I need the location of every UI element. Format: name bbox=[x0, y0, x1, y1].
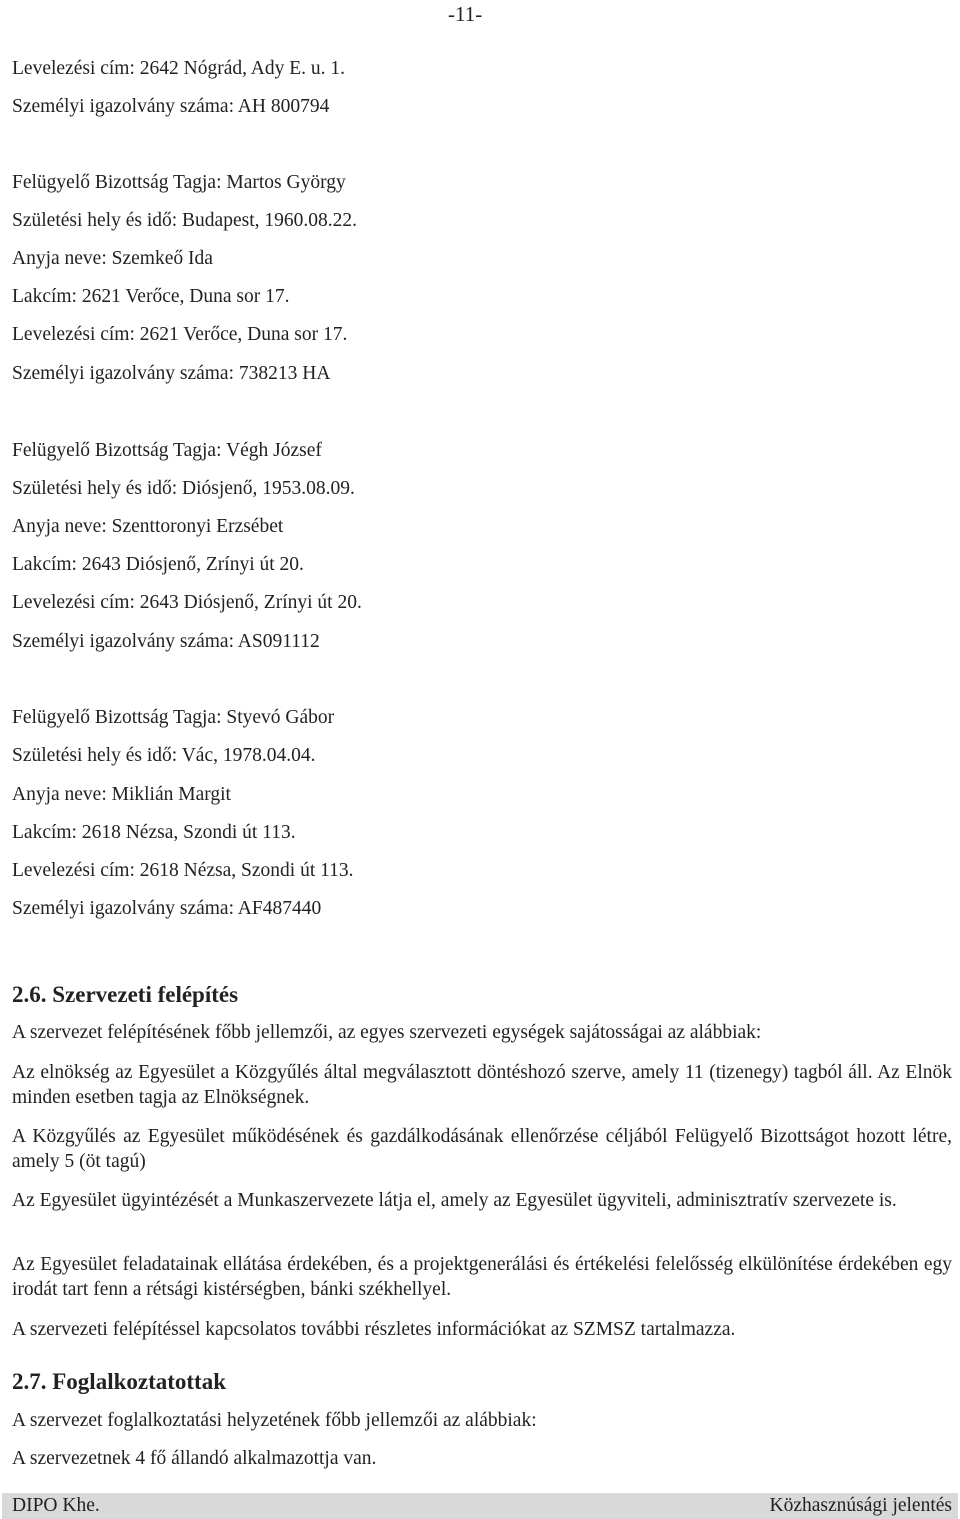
text-line: Anyja neve: Szemkeő Ida bbox=[12, 248, 213, 269]
text-line: Anyja neve: Szenttoronyi Erzsébet bbox=[12, 516, 284, 537]
member-title: Felügyelő Bizottság Tagja: Styevó Gábor bbox=[12, 707, 335, 728]
paragraph: A szervezet felépítésének főbb jellemzői, az egyes szervezeti egységek sajátosságai az alábbiak: bbox=[12, 1022, 762, 1043]
paragraph: Az Egyesület feladatainak ellátása érdekében, és a projektgenerálási és értékelési felelősség elkülönítése érdekében egy irodát tart fenn a rétsági kistérségben, bánki székhellyel. bbox=[12, 1254, 952, 1300]
paragraph: A szervezetnek 4 fő állandó alkalmazottja van. bbox=[12, 1448, 377, 1469]
text-line: Lakcím: 2621 Verőce, Duna sor 17. bbox=[12, 286, 290, 307]
section-heading: 2.6. Szervezeti felépítés bbox=[12, 982, 239, 1007]
text-line: Lakcím: 2618 Nézsa, Szondi út 113. bbox=[12, 822, 296, 843]
section-heading: 2.7. Foglalkoztatottak bbox=[12, 1369, 227, 1394]
paragraph: A szervezet foglalkoztatási helyzetének főbb jellemzői az alábbiak: bbox=[12, 1410, 537, 1431]
text-line: Lakcím: 2643 Diósjenő, Zrínyi út 20. bbox=[12, 554, 304, 575]
paragraph: A szervezeti felépítéssel kapcsolatos további részletes információkat az SZMSZ tartalmazza. bbox=[12, 1319, 736, 1340]
text-line: Levelezési cím: 2618 Nézsa, Szondi út 113. bbox=[12, 860, 354, 881]
paragraph: A Közgyűlés az Egyesület működésének és gazdálkodásának ellenőrzése céljából Felügyelő Bizottságot hozott létre, amely 5 (öt tagú) bbox=[12, 1126, 952, 1172]
text-line: Személyi igazolvány száma: AF487440 bbox=[12, 898, 322, 919]
text-line: Levelezési cím: 2642 Nógrád, Ady E. u. 1. bbox=[12, 58, 346, 79]
paragraph: Az Egyesület ügyintézését a Munkaszervezete látja el, amely az Egyesület ügyviteli, adminisztratív szervezete is. bbox=[12, 1190, 897, 1211]
text-line: Anyja neve: Miklián Margit bbox=[12, 784, 231, 805]
text-line: Személyi igazolvány száma: AS091112 bbox=[12, 631, 320, 652]
text-line: Személyi igazolvány száma: 738213 HA bbox=[12, 363, 331, 384]
page-number: -11- bbox=[448, 2, 483, 26]
member-title: Felügyelő Bizottság Tagja: Végh József bbox=[12, 440, 322, 461]
paragraph: Az elnökség az Egyesület a Közgyűlés által megválasztott döntéshozó szerve, amely 11 (tizenegy) tagból áll. Az Elnök minden esetben tagja az Elnökségnek. bbox=[12, 1062, 952, 1108]
page-footer bbox=[2, 1493, 958, 1519]
text-line: Születési hely és idő: Vác, 1978.04.04. bbox=[12, 745, 316, 766]
text-line: Születési hely és idő: Diósjenő, 1953.08.09. bbox=[12, 478, 355, 499]
text-line: Levelezési cím: 2643 Diósjenő, Zrínyi út 20. bbox=[12, 592, 362, 613]
footer-organization: DIPO Khe. bbox=[12, 1495, 100, 1516]
text-line: Személyi igazolvány száma: AH 800794 bbox=[12, 96, 330, 117]
text-line: Születési hely és idő: Budapest, 1960.08.22. bbox=[12, 210, 358, 231]
member-title: Felügyelő Bizottság Tagja: Martos György bbox=[12, 172, 346, 193]
text-line: Levelezési cím: 2621 Verőce, Duna sor 17. bbox=[12, 324, 348, 345]
footer-report-title: Közhasznúsági jelentés bbox=[769, 1495, 952, 1516]
